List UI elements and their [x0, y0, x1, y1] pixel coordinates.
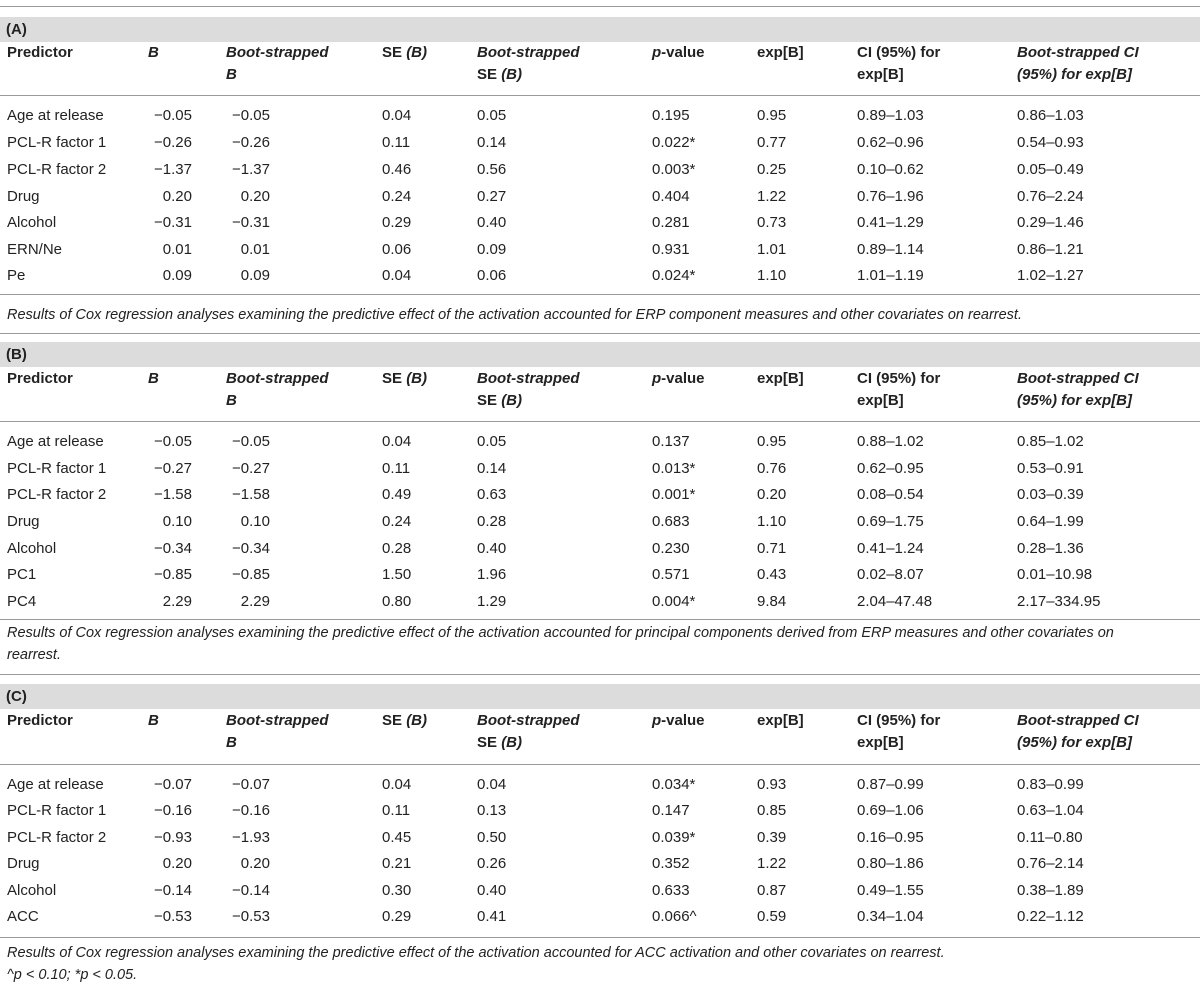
cell-ci: 0.69–1.75 [857, 513, 924, 530]
cell-predictor: Drug [7, 513, 40, 530]
table-row [0, 511, 1200, 538]
cell-boot-se: 1.96 [477, 566, 507, 583]
cell-boot-se: 0.14 [477, 134, 507, 151]
cell-predictor: PC1 [7, 566, 37, 583]
cell-boot-b: −0.05 [232, 107, 270, 124]
cell-se: 0.24 [382, 188, 412, 205]
cell-p: 0.039* [652, 829, 696, 846]
cell-boot-ci: 0.76–2.24 [1017, 188, 1084, 205]
cell-p: 0.195 [652, 107, 690, 124]
cell-b: −0.26 [154, 134, 192, 151]
cell-ci: 0.62–0.95 [857, 460, 924, 477]
cell-predictor: Alcohol [7, 540, 57, 557]
cell-boot-b: −1.58 [232, 486, 270, 503]
cell-se: 0.30 [382, 882, 412, 899]
cell-boot-se: 0.28 [477, 513, 507, 530]
cell-predictor: PCL-R factor 1 [7, 134, 107, 151]
cell-boot-b: −1.37 [232, 161, 270, 178]
cell-boot-ci: 0.54–0.93 [1017, 134, 1084, 151]
cell-expb: 0.39 [757, 829, 787, 846]
cell-boot-se: 0.40 [477, 882, 507, 899]
table-row [0, 800, 1200, 827]
cell-predictor: Drug [7, 188, 40, 205]
header-boot-ci: Boot-strapped CI (95%) for exp[B] [1017, 712, 1139, 751]
cell-predictor: PCL-R factor 2 [7, 486, 107, 503]
cell-boot-ci: 0.63–1.04 [1017, 802, 1084, 819]
cell-se: 0.04 [382, 433, 412, 450]
cell-se: 0.45 [382, 829, 412, 846]
cell-ci: 2.04–47.48 [857, 593, 933, 610]
cell-boot-se: 0.09 [477, 241, 507, 258]
table-row [0, 265, 1200, 292]
table-row [0, 212, 1200, 239]
cell-boot-b: −0.16 [232, 802, 270, 819]
cell-p: 0.003* [652, 161, 696, 178]
cell-expb: 0.25 [757, 161, 787, 178]
cell-b: 0.09 [162, 267, 192, 284]
cell-boot-b: −0.53 [232, 908, 270, 925]
cell-boot-ci: 0.05–0.49 [1017, 161, 1084, 178]
cell-b: −1.58 [154, 486, 192, 503]
cell-expb: 0.71 [757, 540, 787, 557]
cell-boot-se: 0.26 [477, 855, 507, 872]
cell-se: 0.21 [382, 855, 412, 872]
cell-boot-b: 0.09 [240, 267, 270, 284]
cell-b: −1.37 [154, 161, 192, 178]
cell-se: 0.24 [382, 513, 412, 530]
table-row [0, 132, 1200, 159]
cell-se: 0.06 [382, 241, 412, 258]
cell-boot-b: 2.29 [240, 593, 270, 610]
cell-se: 0.49 [382, 486, 412, 503]
cell-expb: 0.87 [757, 882, 787, 899]
cell-ci: 1.01–1.19 [857, 267, 924, 284]
cell-b: −0.34 [154, 540, 192, 557]
cell-predictor: PCL-R factor 2 [7, 829, 107, 846]
cell-boot-ci: 0.86–1.03 [1017, 107, 1084, 124]
header-boot-b: Boot-strapped B [226, 370, 329, 409]
cell-b: −0.53 [154, 908, 192, 925]
cell-boot-se: 0.06 [477, 267, 507, 284]
cell-expb: 0.76 [757, 460, 787, 477]
cell-p: 0.013* [652, 460, 696, 477]
cell-boot-se: 0.04 [477, 776, 507, 793]
cell-se: 0.11 [382, 134, 411, 151]
table-row [0, 538, 1200, 565]
header-boot-ci: Boot-strapped CI (95%) for exp[B] [1017, 370, 1139, 409]
cell-expb: 0.93 [757, 776, 787, 793]
cell-predictor: Pe [7, 267, 26, 284]
cell-p: 0.001* [652, 486, 696, 503]
cell-expb: 1.01 [757, 241, 787, 258]
cell-ci: 0.62–0.96 [857, 134, 924, 151]
cell-b: −0.14 [154, 882, 192, 899]
cell-boot-ci: 1.02–1.27 [1017, 267, 1084, 284]
header-expb: exp[B] [757, 712, 804, 729]
cell-boot-se: 0.14 [477, 460, 507, 477]
header-predictor: Predictor [7, 44, 73, 61]
header-boot-se: Boot-strapped SE (B) [477, 44, 580, 83]
cell-boot-b: 0.10 [240, 513, 270, 530]
cell-ci: 0.34–1.04 [857, 908, 924, 925]
body-rule [0, 294, 1200, 295]
cell-boot-ci: 0.76–2.14 [1017, 855, 1084, 872]
table-row [0, 458, 1200, 485]
cell-boot-ci: 0.64–1.99 [1017, 513, 1084, 530]
cell-ci: 0.88–1.02 [857, 433, 924, 450]
table-row [0, 484, 1200, 511]
cell-p: 0.281 [652, 214, 690, 231]
cell-boot-ci: 2.17–334.95 [1017, 593, 1101, 610]
cell-b: 0.20 [162, 855, 192, 872]
cell-predictor: PCL-R factor 1 [7, 802, 107, 819]
header-ci: CI (95%) for exp[B] [857, 44, 941, 83]
cell-ci: 0.76–1.96 [857, 188, 924, 205]
cell-se: 0.29 [382, 214, 412, 231]
header-se-b: SE (B) [382, 44, 428, 61]
header-p-value: p-value [652, 44, 705, 61]
table-row [0, 239, 1200, 266]
cell-se: 0.29 [382, 908, 412, 925]
cell-boot-b: −0.85 [232, 566, 270, 583]
cell-boot-ci: 0.11–0.80 [1017, 829, 1083, 846]
cell-b: −0.27 [154, 460, 192, 477]
cell-boot-b: −0.31 [232, 214, 270, 231]
cell-expb: 0.95 [757, 433, 787, 450]
caption-rule [0, 333, 1200, 334]
cell-boot-ci: 0.86–1.21 [1017, 241, 1084, 258]
header-expb: exp[B] [757, 370, 804, 387]
panel-b-header [0, 368, 1200, 428]
header-se-b: SE (B) [382, 370, 428, 387]
header-b: B [148, 44, 159, 61]
cell-predictor: Alcohol [7, 214, 57, 231]
cell-predictor: Drug [7, 855, 40, 872]
header-rule [0, 421, 1200, 422]
cell-se: 0.11 [382, 460, 411, 477]
cell-ci: 0.10–0.62 [857, 161, 924, 178]
panel-a-caption: Results of Cox regression analyses examining the predictive effect of the activation accounted for ERP component measures and other covariates on rearrest. [7, 307, 1022, 323]
cell-se: 0.46 [382, 161, 412, 178]
cell-se: 1.50 [382, 566, 412, 583]
cell-boot-se: 0.50 [477, 829, 507, 846]
table-row [0, 853, 1200, 880]
cell-boot-ci: 0.29–1.46 [1017, 214, 1084, 231]
header-boot-b: Boot-strapped B [226, 44, 329, 83]
table-row [0, 431, 1200, 458]
cell-p: 0.571 [652, 566, 690, 583]
cell-se: 0.04 [382, 776, 412, 793]
header-p-value: p-value [652, 712, 705, 729]
cell-ci: 0.80–1.86 [857, 855, 924, 872]
header-boot-ci: Boot-strapped CI (95%) for exp[B] [1017, 44, 1139, 83]
cell-boot-b: −0.07 [232, 776, 270, 793]
cell-predictor: PCL-R factor 2 [7, 161, 107, 178]
table-row [0, 186, 1200, 213]
cell-ci: 0.87–0.99 [857, 776, 924, 793]
cell-predictor: Age at release [7, 107, 104, 124]
header-ci: CI (95%) for exp[B] [857, 712, 941, 751]
cell-b: −0.07 [154, 776, 192, 793]
cell-se: 0.11 [382, 802, 411, 819]
cell-b: −0.31 [154, 214, 192, 231]
cell-boot-b: −0.05 [232, 433, 270, 450]
cell-boot-se: 0.63 [477, 486, 507, 503]
cell-p: 0.230 [652, 540, 690, 557]
panel-b-caption: Results of Cox regression analyses examining the predictive effect of the activation accounted for principal components derived from ERP measures and other covariates on rearrest. [7, 625, 1114, 663]
cell-expb: 1.22 [757, 855, 787, 872]
header-b: B [148, 712, 159, 729]
body-rule [0, 937, 1200, 938]
cell-boot-se: 0.05 [477, 107, 507, 124]
header-predictor: Predictor [7, 712, 73, 729]
cell-boot-ci: 0.28–1.36 [1017, 540, 1084, 557]
cell-p: 0.147 [652, 802, 690, 819]
header-expb: exp[B] [757, 44, 804, 61]
table-row [0, 159, 1200, 186]
cell-b: 0.10 [162, 513, 192, 530]
panel-a-header [0, 42, 1200, 102]
cell-expb: 0.43 [757, 566, 787, 583]
table-row [0, 906, 1200, 933]
table-row [0, 827, 1200, 854]
cell-b: −0.16 [154, 802, 192, 819]
cell-predictor: Age at release [7, 433, 104, 450]
cell-b: −0.85 [154, 566, 192, 583]
cell-p: 0.022* [652, 134, 696, 151]
cell-boot-ci: 0.38–1.89 [1017, 882, 1084, 899]
cell-ci: 0.69–1.06 [857, 802, 924, 819]
cell-boot-se: 0.41 [477, 908, 507, 925]
cell-expb: 0.59 [757, 908, 787, 925]
cell-b: 0.01 [162, 241, 192, 258]
cell-p: 0.633 [652, 882, 690, 899]
panel-c-label: (C) [0, 684, 1200, 709]
cell-b: −0.93 [154, 829, 192, 846]
cell-ci: 0.89–1.14 [857, 241, 924, 258]
header-predictor: Predictor [7, 370, 73, 387]
cell-boot-ci: 0.01–10.98 [1017, 566, 1093, 583]
cell-boot-se: 0.13 [477, 802, 507, 819]
header-boot-b: Boot-strapped B [226, 712, 329, 751]
cell-boot-ci: 0.03–0.39 [1017, 486, 1084, 503]
cell-b: 2.29 [162, 593, 192, 610]
table-row [0, 105, 1200, 132]
panel-c-header [0, 710, 1200, 770]
header-se-b: SE (B) [382, 712, 428, 729]
cell-boot-se: 0.40 [477, 540, 507, 557]
cell-boot-se: 0.05 [477, 433, 507, 450]
cell-p: 0.004* [652, 593, 696, 610]
cell-ci: 0.16–0.95 [857, 829, 924, 846]
cell-boot-ci: 0.83–0.99 [1017, 776, 1084, 793]
cell-boot-se: 1.29 [477, 593, 507, 610]
cell-se: 0.80 [382, 593, 412, 610]
header-boot-se: Boot-strapped SE (B) [477, 370, 580, 409]
cell-se: 0.04 [382, 107, 412, 124]
cell-p: 0.352 [652, 855, 690, 872]
cell-expb: 9.84 [757, 593, 787, 610]
header-rule [0, 95, 1200, 96]
cell-boot-ci: 0.53–0.91 [1017, 460, 1084, 477]
header-b: B [148, 370, 159, 387]
cell-expb: 1.22 [757, 188, 787, 205]
cell-predictor: Age at release [7, 776, 104, 793]
cell-predictor: Alcohol [7, 882, 57, 899]
cell-b: −0.05 [154, 107, 192, 124]
cell-predictor: PC4 [7, 593, 37, 610]
cell-predictor: PCL-R factor 1 [7, 460, 107, 477]
cell-ci: 0.49–1.55 [857, 882, 924, 899]
cell-ci: 0.41–1.29 [857, 214, 924, 231]
cell-boot-b: −0.26 [232, 134, 270, 151]
footnote: ^p < 0.10; *p < 0.05. [7, 967, 138, 983]
cell-p: 0.683 [652, 513, 690, 530]
cell-expb: 0.77 [757, 134, 787, 151]
caption-rule [0, 674, 1200, 675]
panel-b-label: (B) [0, 342, 1200, 367]
cell-predictor: ERN/Ne [7, 241, 63, 258]
cell-boot-b: 0.20 [240, 188, 270, 205]
cell-expb: 0.20 [757, 486, 787, 503]
table-row [0, 774, 1200, 801]
table-row [0, 564, 1200, 591]
cell-boot-se: 0.27 [477, 188, 507, 205]
table-row [0, 880, 1200, 907]
cell-ci: 0.41–1.24 [857, 540, 924, 557]
cell-p: 0.066^ [652, 908, 697, 925]
cell-expb: 0.73 [757, 214, 787, 231]
cell-b: −0.05 [154, 433, 192, 450]
cell-boot-se: 0.40 [477, 214, 507, 231]
cell-p: 0.024* [652, 267, 696, 284]
top-rule [0, 6, 1200, 7]
cell-expb: 1.10 [757, 513, 787, 530]
cell-boot-b: −0.14 [232, 882, 270, 899]
panel-c-caption: Results of Cox regression analyses examining the predictive effect of the activation accounted for ACC activation and other covariates on rearrest. [7, 945, 945, 961]
cell-expb: 1.10 [757, 267, 787, 284]
header-ci: CI (95%) for exp[B] [857, 370, 941, 409]
header-rule [0, 764, 1200, 765]
cell-expb: 0.85 [757, 802, 787, 819]
cell-boot-b: −0.27 [232, 460, 270, 477]
header-p-value: p-value [652, 370, 705, 387]
cell-predictor: ACC [7, 908, 39, 925]
cell-boot-b: 0.20 [240, 855, 270, 872]
cell-expb: 0.95 [757, 107, 787, 124]
cell-p: 0.137 [652, 433, 690, 450]
cell-ci: 0.02–8.07 [857, 566, 924, 583]
cell-boot-ci: 0.85–1.02 [1017, 433, 1084, 450]
cell-p: 0.034* [652, 776, 696, 793]
cell-p: 0.931 [652, 241, 690, 258]
cell-boot-b: 0.01 [240, 241, 270, 258]
cell-boot-b: −0.34 [232, 540, 270, 557]
cell-boot-ci: 0.22–1.12 [1017, 908, 1084, 925]
panel-a-label: (A) [0, 17, 1200, 42]
cell-b: 0.20 [162, 188, 192, 205]
cell-boot-se: 0.56 [477, 161, 507, 178]
cell-se: 0.04 [382, 267, 412, 284]
cell-p: 0.404 [652, 188, 690, 205]
cell-boot-b: −1.93 [232, 829, 270, 846]
body-rule [0, 619, 1200, 620]
cell-ci: 0.08–0.54 [857, 486, 924, 503]
cell-ci: 0.89–1.03 [857, 107, 924, 124]
table-row [0, 591, 1200, 618]
header-boot-se: Boot-strapped SE (B) [477, 712, 580, 751]
cell-se: 0.28 [382, 540, 412, 557]
